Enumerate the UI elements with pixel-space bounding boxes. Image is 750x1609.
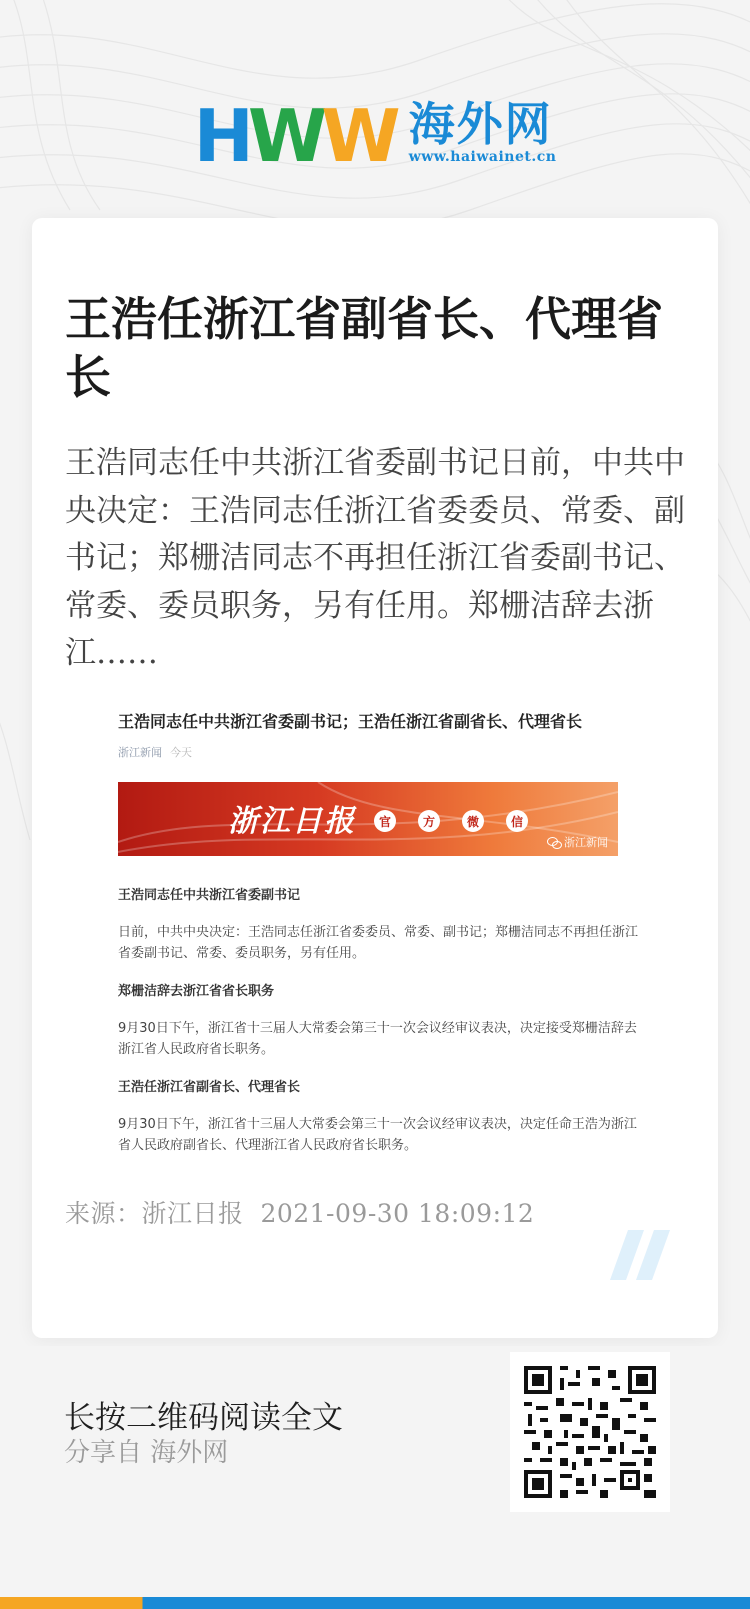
article-card bbox=[32, 218, 718, 1338]
banner-dot: 信 bbox=[506, 810, 528, 832]
hww-logo-mark bbox=[193, 94, 395, 178]
banner-dot: 微 bbox=[462, 810, 484, 832]
banner-dot: 方 bbox=[418, 810, 440, 832]
embed-section-body: 日前，中共中央决定：王浩同志任浙江省委委员、常委、副书记；郑栅洁同志不再担任浙江省委副书记、常委、委员职务，另有任用。 bbox=[118, 925, 639, 961]
banner-tag bbox=[547, 834, 608, 850]
source-name: 浙江日报 bbox=[141, 1199, 244, 1228]
qr-instruction: 长按二维码阅读全文 bbox=[64, 1400, 343, 1436]
embed-section-heading: 王浩同志任中共浙江省委副书记 bbox=[118, 888, 301, 903]
embedded-article-image bbox=[118, 712, 658, 1156]
article-title: 王浩任浙江省副省长、代理省长 bbox=[65, 292, 663, 404]
share-footer bbox=[0, 1346, 750, 1596]
embed-section-body: 9月30日下午，浙江省十三届人大常委会第三十一次会议经审议表决，决定任命王浩为浙江省人民政府副省长、代理浙江省人民政府省长职务。 bbox=[118, 1117, 637, 1153]
share-from: 分享自 海外网 bbox=[64, 1438, 229, 1468]
embed-section-body: 9月30日下午，浙江省十三届人大常委会第三十一次会议经审议表决，决定接受郑栅洁辞去浙江省人民政府省长职务。 bbox=[118, 1021, 637, 1057]
logo-letter-w2: W bbox=[321, 94, 395, 178]
embed-title: 王浩同志任中共浙江省委副书记；王浩任浙江省副省长、代理省长 bbox=[118, 714, 583, 731]
qr-code-icon bbox=[524, 1366, 656, 1498]
bottom-brand-bar bbox=[0, 1597, 750, 1609]
logo-url: www.haiwainet.cn bbox=[408, 149, 557, 165]
article-source-line bbox=[65, 1194, 534, 1230]
embed-section-heading: 王浩任浙江省副省长、代理省长 bbox=[118, 1080, 301, 1095]
qr-code[interactable] bbox=[510, 1352, 670, 1512]
article-summary: 王浩同志任中共浙江省委副书记日前，中共中央决定：王浩同志任浙江省委委员、常委、副书记；郑栅洁同志不再担任浙江省委副书记、常委、委员职务，另有任用。郑栅洁辞去浙江…… bbox=[65, 445, 685, 671]
banner-logo-text: 浙江日报 bbox=[228, 804, 356, 839]
logo-name: 海外网 bbox=[408, 97, 553, 151]
logo-text bbox=[409, 99, 557, 165]
embed-meta bbox=[118, 744, 658, 760]
publish-datetime: 2021-09-30 18:09:12 bbox=[260, 1199, 535, 1228]
logo-letter-w1: W bbox=[247, 94, 322, 178]
source-label: 来源： bbox=[65, 1199, 142, 1228]
zhejiang-daily-banner bbox=[118, 782, 618, 856]
logo-letter-h: H bbox=[193, 94, 248, 178]
embed-time: 今天 bbox=[170, 746, 192, 759]
site-logo bbox=[0, 92, 750, 178]
banner-tag-text: 浙江新闻 bbox=[564, 836, 608, 849]
embed-section-heading: 郑栅洁辞去浙江省省长职务 bbox=[118, 984, 275, 999]
double-slash-icon bbox=[610, 1230, 674, 1280]
embed-account: 浙江新闻 bbox=[118, 746, 162, 759]
wechat-icon bbox=[547, 837, 561, 848]
banner-dot: 官 bbox=[374, 810, 396, 832]
banner-dots bbox=[374, 810, 528, 832]
